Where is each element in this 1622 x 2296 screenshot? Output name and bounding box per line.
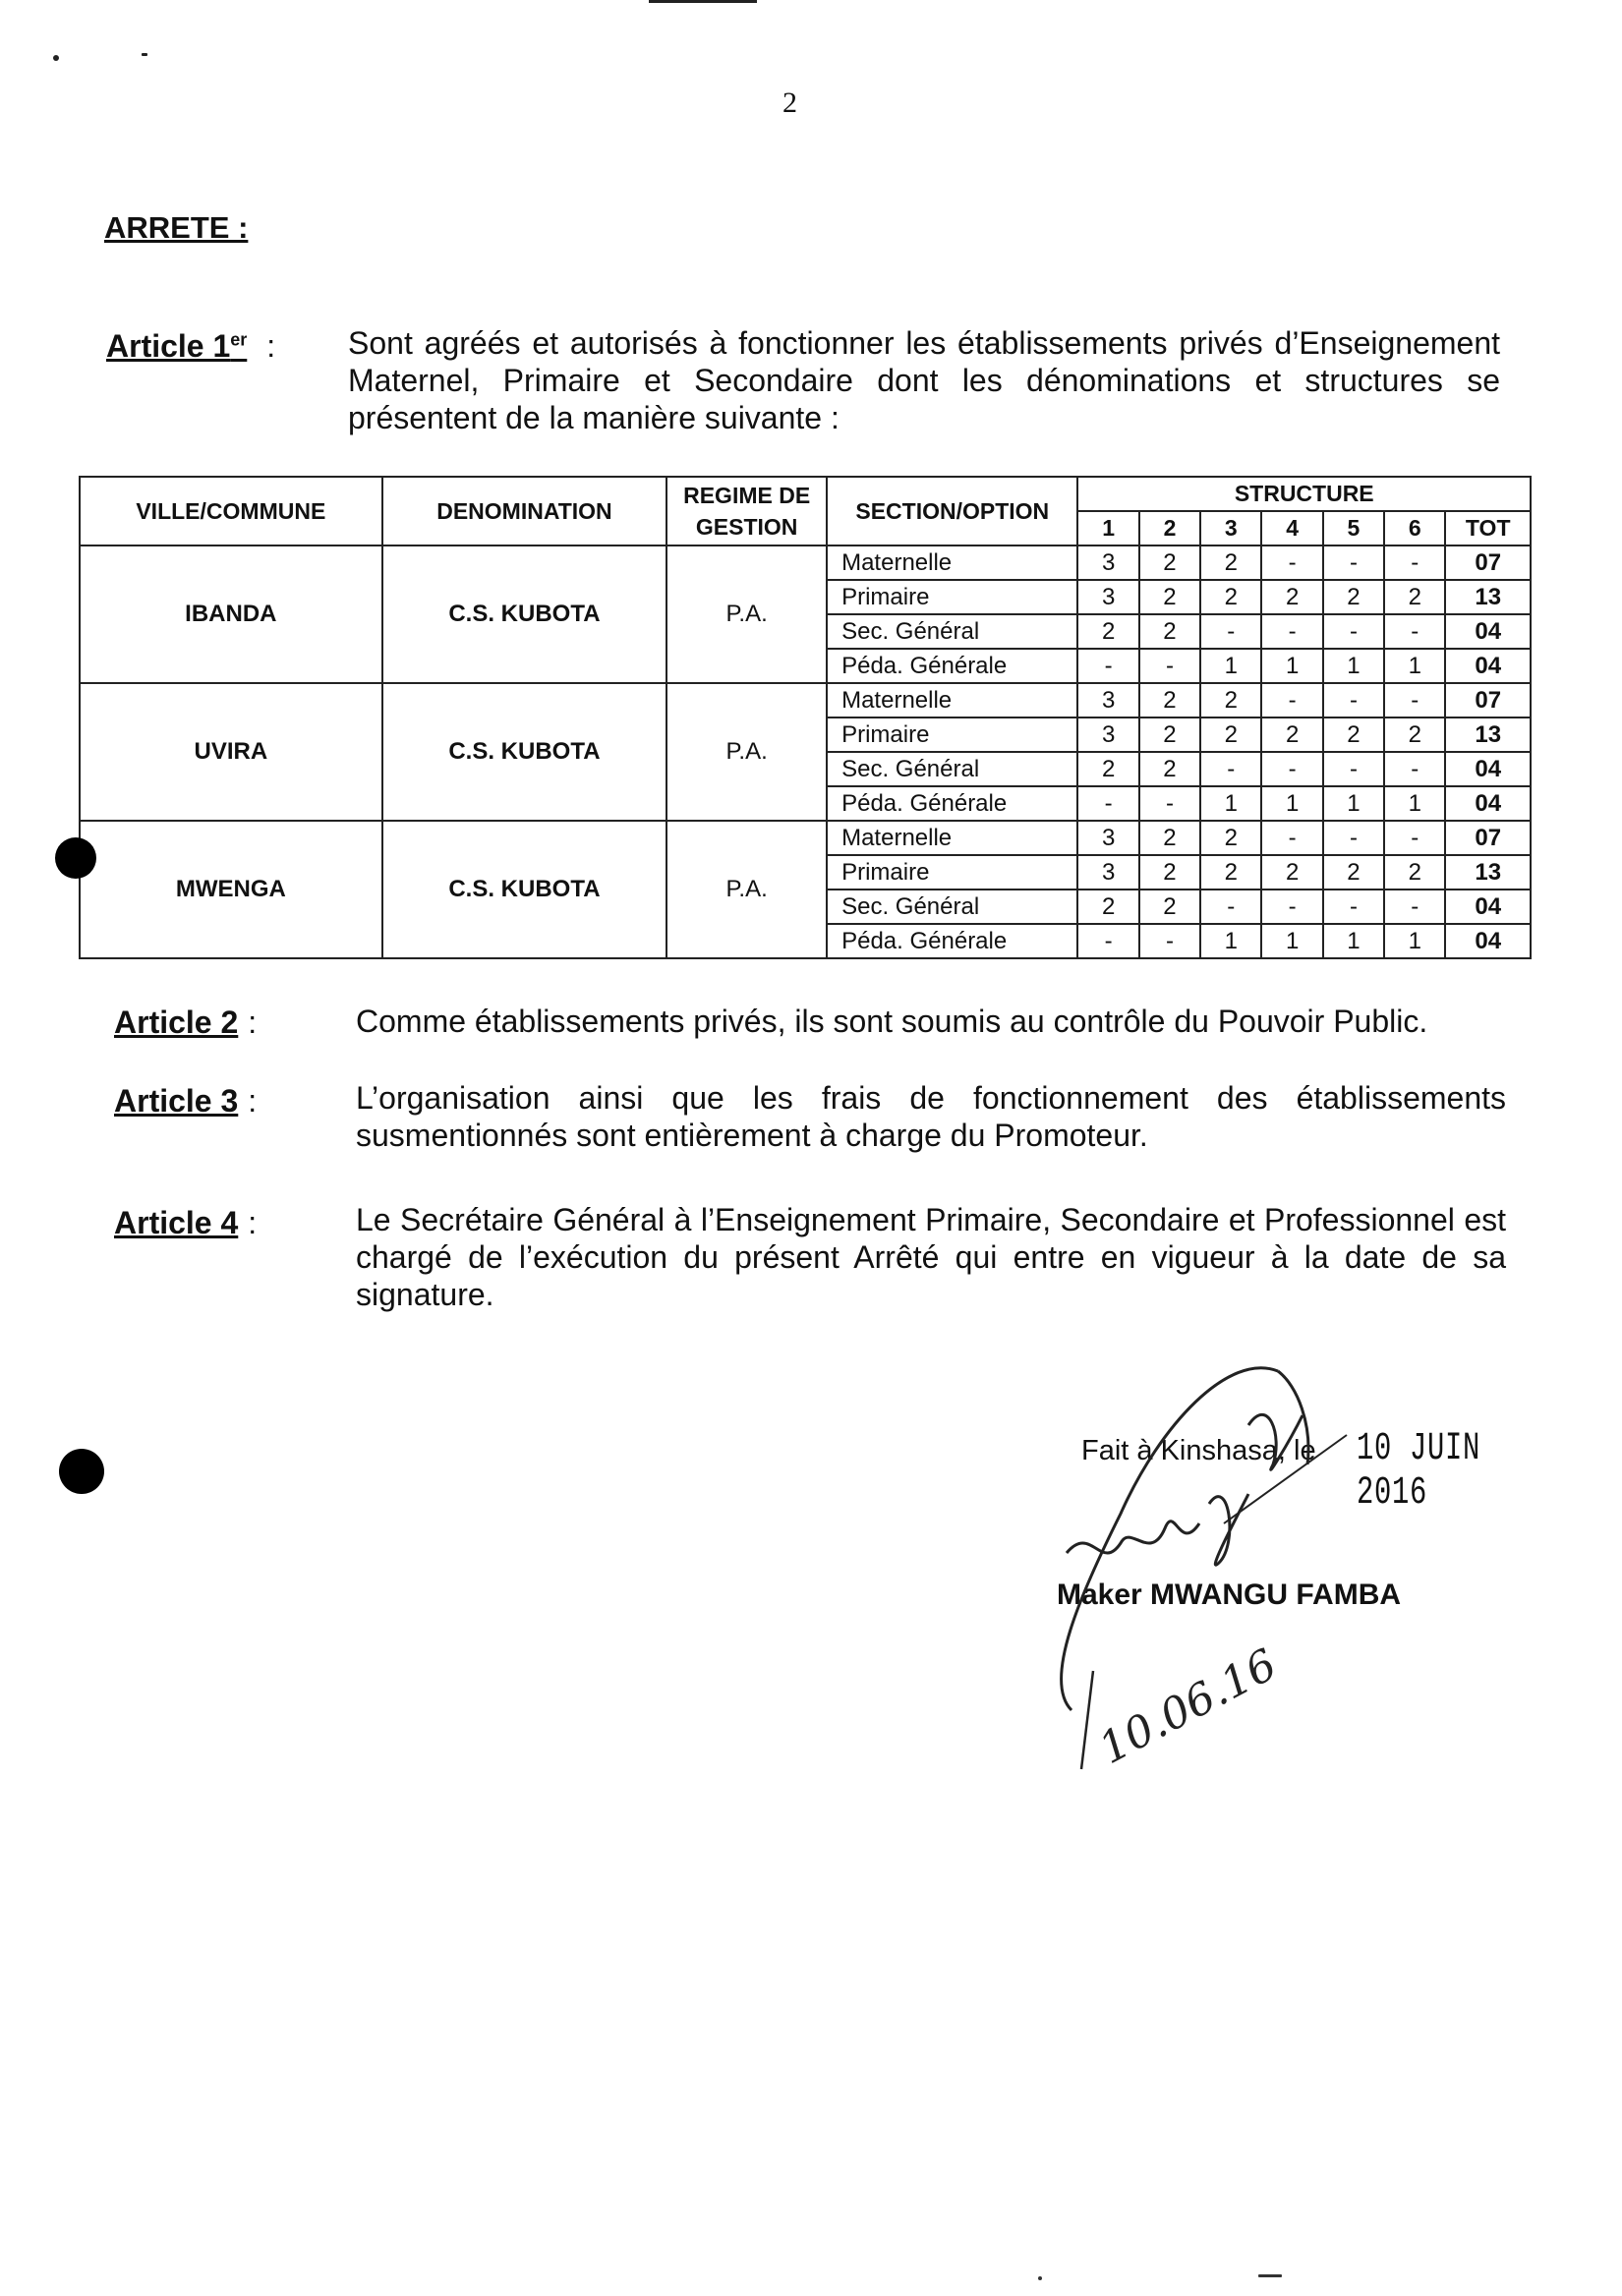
structure-value-cell: 2 bbox=[1261, 580, 1322, 614]
handwritten-date: 10.06.16 bbox=[1091, 1639, 1285, 1775]
structure-value-cell: 3 bbox=[1077, 718, 1138, 752]
section-cell: Péda. Générale bbox=[827, 924, 1077, 958]
article-4-label: Article 4 : bbox=[114, 1205, 258, 1240]
structure-value-cell: 2 bbox=[1323, 718, 1384, 752]
section-cell: Sec. Général bbox=[827, 614, 1077, 649]
structure-value-cell: - bbox=[1323, 821, 1384, 855]
total-cell: 13 bbox=[1445, 855, 1531, 890]
structure-value-cell: 3 bbox=[1077, 580, 1138, 614]
article-3-text: L’organisation ainsi que les frais de fonctionnement des établissements susmentionnés sont entièrement à charge du Promoteur. bbox=[356, 1080, 1506, 1153]
structure-value-cell: - bbox=[1139, 786, 1200, 821]
structure-value-cell: 3 bbox=[1077, 821, 1138, 855]
structure-value-cell: 2 bbox=[1139, 752, 1200, 786]
ville-cell: MWENGA bbox=[80, 821, 382, 958]
total-cell: 07 bbox=[1445, 683, 1531, 718]
structure-value-cell: 2 bbox=[1200, 545, 1261, 580]
denomination-cell: C.S. KUBOTA bbox=[382, 821, 667, 958]
structure-value-cell: 1 bbox=[1261, 786, 1322, 821]
structure-value-cell: 1 bbox=[1200, 924, 1261, 958]
structure-value-cell: 2 bbox=[1139, 855, 1200, 890]
structure-value-cell: 2 bbox=[1200, 855, 1261, 890]
structure-value-cell: 2 bbox=[1261, 855, 1322, 890]
structure-col-header: 6 bbox=[1384, 511, 1445, 545]
structure-value-cell: - bbox=[1200, 890, 1261, 924]
section-cell: Primaire bbox=[827, 718, 1077, 752]
regime-cell: P.A. bbox=[666, 683, 827, 821]
total-cell: 13 bbox=[1445, 718, 1531, 752]
structure-col-header: 1 bbox=[1077, 511, 1138, 545]
total-cell: 04 bbox=[1445, 924, 1531, 958]
structure-value-cell: - bbox=[1139, 924, 1200, 958]
total-cell: 13 bbox=[1445, 580, 1531, 614]
structure-value-cell: 2 bbox=[1139, 890, 1200, 924]
article-1-label: Article 1er : bbox=[106, 328, 276, 364]
structure-value-cell: 2 bbox=[1200, 821, 1261, 855]
structure-value-cell: 2 bbox=[1139, 614, 1200, 649]
table-row bbox=[80, 683, 1531, 718]
structure-value-cell: - bbox=[1323, 545, 1384, 580]
section-cell: Primaire bbox=[827, 855, 1077, 890]
regime-cell: P.A. bbox=[666, 821, 827, 958]
col-header-section: SECTION/OPTION bbox=[827, 477, 1077, 545]
structure-value-cell: 3 bbox=[1077, 545, 1138, 580]
structure-value-cell: 2 bbox=[1077, 890, 1138, 924]
ville-cell: IBANDA bbox=[80, 545, 382, 683]
structure-col-header: 3 bbox=[1200, 511, 1261, 545]
structure-value-cell: 2 bbox=[1261, 718, 1322, 752]
structure-value-cell: 1 bbox=[1384, 924, 1445, 958]
table-row bbox=[80, 545, 1531, 580]
regime-cell: P.A. bbox=[666, 545, 827, 683]
denomination-cell: C.S. KUBOTA bbox=[382, 683, 667, 821]
structure-value-cell: 1 bbox=[1261, 649, 1322, 683]
total-cell: 04 bbox=[1445, 614, 1531, 649]
structure-value-cell: - bbox=[1384, 752, 1445, 786]
structure-value-cell: 3 bbox=[1077, 683, 1138, 718]
structure-value-cell: - bbox=[1384, 683, 1445, 718]
scan-speck bbox=[1038, 2276, 1042, 2280]
structure-col-header: TOT bbox=[1445, 511, 1531, 545]
structure-value-cell: - bbox=[1384, 545, 1445, 580]
structure-value-cell: - bbox=[1261, 752, 1322, 786]
structure-value-cell: 2 bbox=[1139, 580, 1200, 614]
punch-hole-mark bbox=[55, 837, 96, 879]
section-cell: Maternelle bbox=[827, 683, 1077, 718]
structure-value-cell: - bbox=[1261, 821, 1322, 855]
structure-value-cell: 2 bbox=[1200, 683, 1261, 718]
scan-speck bbox=[142, 53, 147, 56]
structure-value-cell: 1 bbox=[1200, 649, 1261, 683]
section-cell: Primaire bbox=[827, 580, 1077, 614]
page-number: 2 bbox=[782, 86, 797, 119]
structure-value-cell: - bbox=[1077, 649, 1138, 683]
structure-value-cell: - bbox=[1077, 786, 1138, 821]
structure-value-cell: - bbox=[1323, 614, 1384, 649]
section-cell: Maternelle bbox=[827, 545, 1077, 580]
structure-value-cell: - bbox=[1323, 752, 1384, 786]
structure-value-cell: - bbox=[1261, 890, 1322, 924]
structure-value-cell: 1 bbox=[1323, 924, 1384, 958]
structure-value-cell: 2 bbox=[1200, 718, 1261, 752]
structure-value-cell: 2 bbox=[1384, 580, 1445, 614]
scan-speck bbox=[53, 55, 59, 61]
section-cell: Maternelle bbox=[827, 821, 1077, 855]
structure-value-cell: - bbox=[1384, 614, 1445, 649]
scan-speck bbox=[1258, 2274, 1282, 2277]
structure-value-cell: 3 bbox=[1077, 855, 1138, 890]
table-body bbox=[80, 545, 1531, 958]
section-cell: Sec. Général bbox=[827, 752, 1077, 786]
top-scan-line bbox=[649, 0, 757, 3]
structure-col-header: 4 bbox=[1261, 511, 1322, 545]
col-header-structure: STRUCTURE bbox=[1077, 477, 1531, 511]
structure-value-cell: 1 bbox=[1323, 786, 1384, 821]
structure-col-header: 2 bbox=[1139, 511, 1200, 545]
structure-value-cell: - bbox=[1077, 924, 1138, 958]
total-cell: 07 bbox=[1445, 821, 1531, 855]
structure-value-cell: 2 bbox=[1139, 821, 1200, 855]
structure-value-cell: 1 bbox=[1200, 786, 1261, 821]
structure-value-cell: 2 bbox=[1384, 718, 1445, 752]
structure-value-cell: - bbox=[1323, 890, 1384, 924]
signer-name: Maker MWANGU FAMBA bbox=[1057, 1578, 1402, 1611]
total-cell: 04 bbox=[1445, 890, 1531, 924]
total-cell: 04 bbox=[1445, 649, 1531, 683]
structure-value-cell: - bbox=[1384, 821, 1445, 855]
structure-value-cell: 2 bbox=[1323, 855, 1384, 890]
structure-value-cell: 2 bbox=[1139, 545, 1200, 580]
structure-value-cell: - bbox=[1261, 614, 1322, 649]
structure-value-cell: 2 bbox=[1139, 718, 1200, 752]
structure-value-cell: - bbox=[1200, 752, 1261, 786]
structure-value-cell: 1 bbox=[1261, 924, 1322, 958]
denomination-cell: C.S. KUBOTA bbox=[382, 545, 667, 683]
structure-value-cell: 2 bbox=[1139, 683, 1200, 718]
article-1-text: Sont agréés et autorisés à fonctionner les établissements privés d’Enseignement Maternel, Primaire et Secondaire dont les dénominations et structures se présentent de la manière suivante : bbox=[348, 325, 1500, 435]
structure-value-cell: - bbox=[1384, 890, 1445, 924]
structure-value-cell: - bbox=[1200, 614, 1261, 649]
structure-value-cell: 2 bbox=[1384, 855, 1445, 890]
structure-value-cell: - bbox=[1139, 649, 1200, 683]
place-of-signing: Fait à Kinshasa, le bbox=[1081, 1435, 1316, 1466]
section-cell: Sec. Général bbox=[827, 890, 1077, 924]
structure-value-cell: 1 bbox=[1323, 649, 1384, 683]
structure-value-cell: 2 bbox=[1200, 580, 1261, 614]
col-header-ville: VILLE/COMMUNE bbox=[80, 477, 382, 545]
total-cell: 07 bbox=[1445, 545, 1531, 580]
section-cell: Péda. Générale bbox=[827, 649, 1077, 683]
ville-cell: UVIRA bbox=[80, 683, 382, 821]
table-row bbox=[80, 821, 1531, 855]
col-header-denomination: DENOMINATION bbox=[382, 477, 667, 545]
structure-value-cell: - bbox=[1323, 683, 1384, 718]
structure-value-cell: 2 bbox=[1323, 580, 1384, 614]
structure-value-cell: 2 bbox=[1077, 614, 1138, 649]
total-cell: 04 bbox=[1445, 752, 1531, 786]
structure-value-cell: - bbox=[1261, 683, 1322, 718]
stamp-date: 10 JUIN 2016 bbox=[1357, 1427, 1481, 1516]
article-4-text: Le Secrétaire Général à l’Enseignement Primaire, Secondaire et Professionnel est chargé de l’exécution du présent Arrêté qui entre en vigueur à la date de sa signature. bbox=[356, 1202, 1506, 1312]
col-header-regime: REGIME DE GESTION bbox=[666, 477, 827, 545]
article-3-label: Article 3 : bbox=[114, 1083, 258, 1119]
total-cell: 04 bbox=[1445, 786, 1531, 821]
structure-col-header: 5 bbox=[1323, 511, 1384, 545]
structure-value-cell: - bbox=[1261, 545, 1322, 580]
article-2-text: Comme établissements privés, ils sont soumis au contrôle du Pouvoir Public. bbox=[356, 1004, 1428, 1039]
structure-value-cell: 1 bbox=[1384, 649, 1445, 683]
decree-heading: ARRETE : bbox=[104, 210, 249, 245]
schools-structure-table bbox=[79, 476, 1532, 959]
article-2-label: Article 2 : bbox=[114, 1004, 258, 1040]
structure-value-cell: 2 bbox=[1077, 752, 1138, 786]
structure-value-cell: 1 bbox=[1384, 786, 1445, 821]
punch-hole-mark bbox=[59, 1449, 104, 1494]
section-cell: Péda. Générale bbox=[827, 786, 1077, 821]
